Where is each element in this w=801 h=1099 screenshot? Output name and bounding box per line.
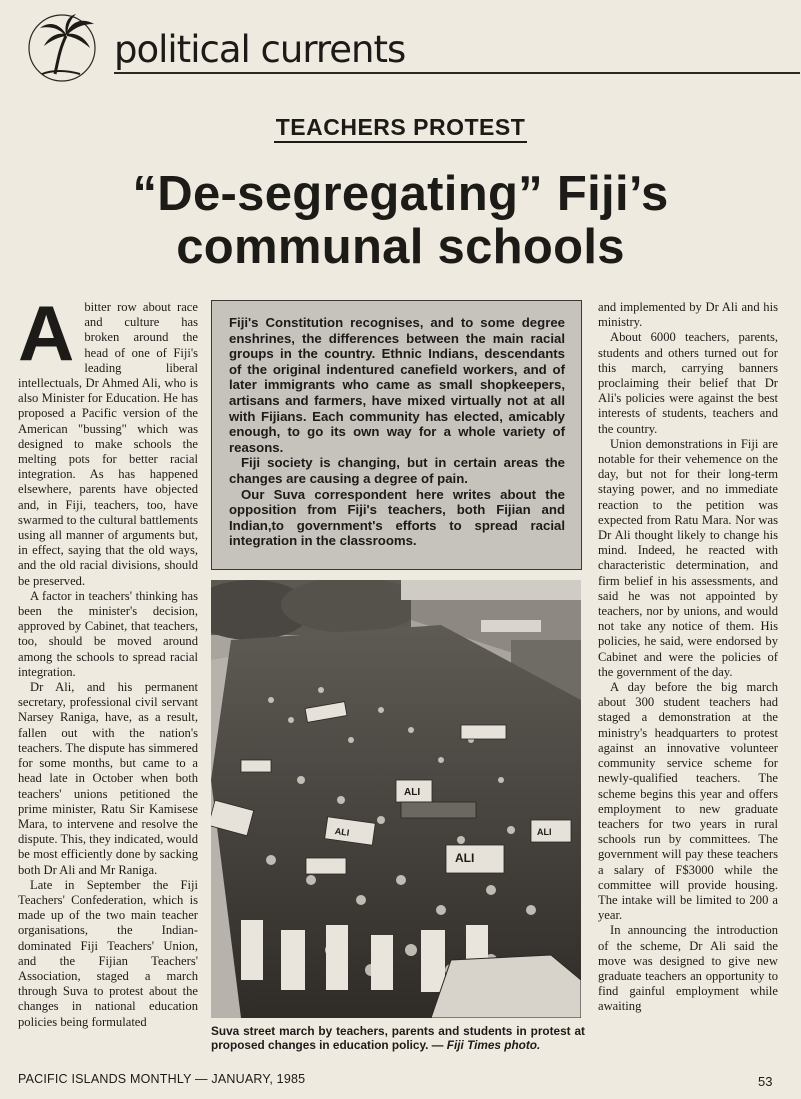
headline-line-2: communal schools xyxy=(176,220,625,274)
box-paragraph: Fiji society is changing, but in certain areas the changes are causing a degree of pain. xyxy=(229,455,565,486)
photo-sign-text: ALI xyxy=(455,851,475,865)
publication-footer: PACIFIC ISLANDS MONTHLY — JANUARY, 1985 xyxy=(18,1072,306,1086)
body-paragraph: Late in September the Fiji Teachers' Confederation, which is made up of the two main teacher organisations, the Indian-dominated Fiji Teachers' Union, and the Fijian Teachers' Association, staged a march through Suva to protest about the changes in national education policies being formulated xyxy=(18,877,198,1029)
body-paragraph: Dr Ali, and his permanent secretary, professional civil servant Narsey Raniga, have, as a result, fallen out with the nation's teachers. The dispute has simmered for some months, but came to a head late in October when both teachers' unions petitioned the prime minister, Ratu Sir Kamisese Mara, to intervene and resolve the dispute. This, they indicated, would be most efficiently done by sacking both Dr Ali and Mr Raniga. xyxy=(18,680,198,877)
body-paragraph: A day before the big march about 300 student teachers had staged a demonstration at the ministry's headquarters to protest against an innovative volunteer community service scheme for newly-qualified teachers. The scheme begins this year and offers employment to new graduate teachers for two years in rural schools run by committees. The government will pay these teachers a salary of F$3000 while the committee will provide housing. The intake will be limited to 200 a year. xyxy=(598,680,778,923)
body-paragraph xyxy=(18,300,198,589)
caption-text: Suva street march by teachers, parents and students in protest at proposed changes in education policy. — xyxy=(211,1024,585,1052)
body-paragraph: A factor in teachers' thinking has been the minister's decision, approved by Cabinet, that teachers, too, should be moved around among the schools to spread racial integration. xyxy=(18,588,198,679)
box-paragraph: Fiji's Constitution recognises, and to some degree enshrines, the differences between the main racial groups in the country. Ethnic Indians, descendants of the original indentured canefield workers, and of later immigrants who came as small shopkeepers, artisans and farmers, have mixed virtually not at all with Fijians. Each community has elected, amicably enough, to go its own way for a whole variety of reasons. xyxy=(229,315,565,455)
section-header xyxy=(22,10,782,84)
photo-sign-text: ALI xyxy=(334,825,350,838)
photo-sign-text: ALI xyxy=(537,827,552,837)
body-paragraph: In announcing the introduction of the scheme, Dr Ali said the move was designed to give new graduate teachers an opportunity to find gainful employment while awaiting xyxy=(598,923,778,1014)
header-rule xyxy=(114,72,800,74)
photo-caption xyxy=(211,1024,585,1052)
page-number: 53 xyxy=(758,1074,773,1089)
palm-tree-icon xyxy=(22,10,112,82)
paragraph-text: bitter row about race and culture has broken around the head of one of Fiji's leading liberal intellectuals, Dr Ahmed Ali, who is also Minister for Education. He has proposed a Pacific version of the American "bussing" which was designed to make schools the melting pots for better racial integration. As has happened elsewhere, parents have objected and, in Fiji, teachers, too, have swarmed to the cultural battlements using all manner of arguments but, in effect, saying that the old ways, and the old racial divisions, should be preserved. xyxy=(18,300,198,588)
article-kicker xyxy=(0,114,801,141)
headline-line-1: “De-segregating” Fiji’s xyxy=(132,167,669,221)
drop-cap: A xyxy=(18,300,75,377)
right-column xyxy=(598,300,778,1052)
section-title: political currents xyxy=(114,28,406,71)
protest-march-photo xyxy=(211,580,581,1018)
kicker-text: TEACHERS PROTEST xyxy=(274,114,528,143)
body-paragraph: About 6000 teachers, parents, students and others turned out for this march, carrying banners proclaiming their belief that Dr Ali's policies were against the best interests of students, teachers and the country. xyxy=(598,330,778,436)
photo-sign-text: ALI xyxy=(404,787,421,798)
intro-box xyxy=(211,300,582,570)
article-headline xyxy=(0,168,801,274)
photo-credit: Fiji Times photo. xyxy=(446,1038,541,1052)
body-paragraph: Union demonstrations in Fiji are notable for their vehemence on the day, but not for their long-term staying power, and no immediate reaction to the petition was expected from Ratu Mara. Nor was Dr Ali thought likely to change his mind. Indeed, he reacted with characteristic determination, and firm belief in his assessments, and said he was not appointed by teachers, nor by unions, and would not take any notice of them. His policies, he said, were endorsed by Cabinet and were the policies of the government of the day. xyxy=(598,436,778,679)
left-column xyxy=(18,300,198,1052)
body-paragraph: and implemented by Dr Ali and his ministry. xyxy=(598,300,778,330)
box-paragraph: Our Suva correspondent here writes about the opposition from Fiji's teachers, both Fijian and Indian,to government's efforts to spread racial integration in the classrooms. xyxy=(229,486,565,549)
